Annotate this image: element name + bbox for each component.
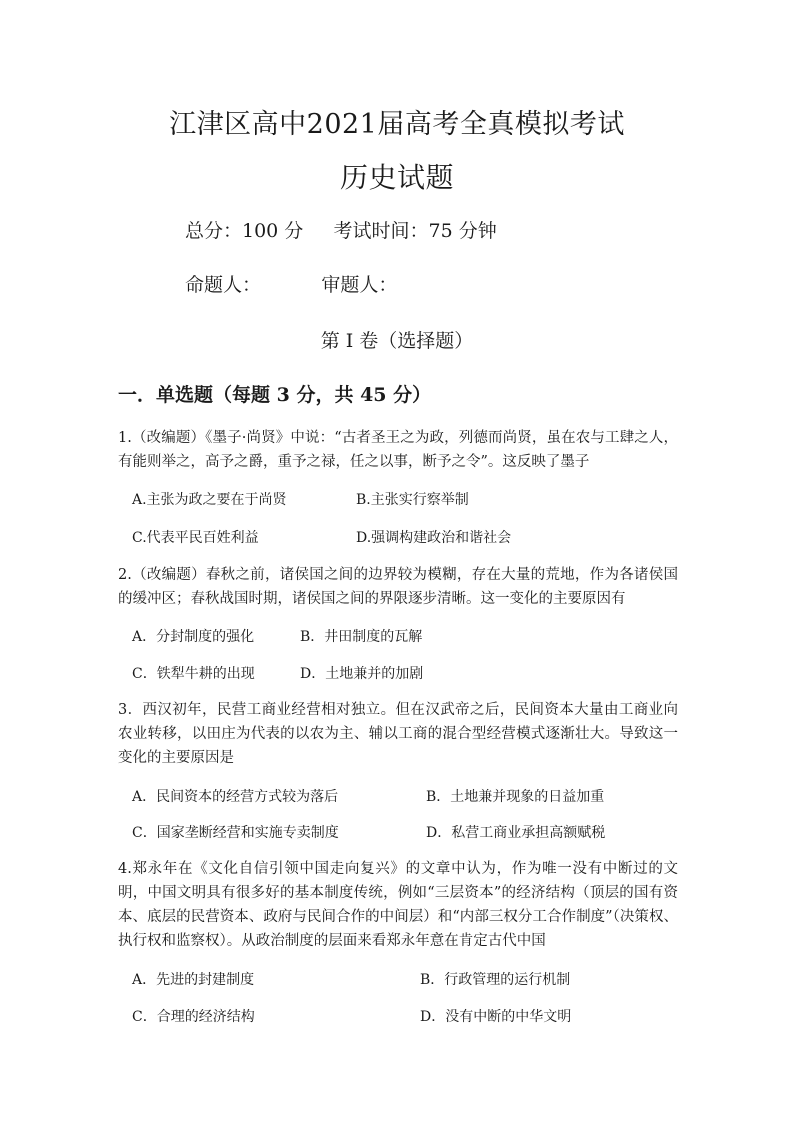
question-4-option-c[interactable]: C．合理的经济结构 bbox=[132, 1009, 255, 1025]
question-4-option-b[interactable]: B．行政管理的运行机制 bbox=[420, 972, 571, 988]
exam-title: 江津区高中2021届高考全真模拟考试 bbox=[169, 109, 625, 140]
question-2-option-a[interactable]: A．分封制度的强化 bbox=[132, 629, 255, 645]
question-3-option-c[interactable]: C．国家垄断经营和实施专卖制度 bbox=[132, 825, 339, 841]
question-4-option-d[interactable]: D．没有中断的中华文明 bbox=[420, 1009, 572, 1025]
question-4-stem: 4.郑永年在《文化自信引领中国走向复兴》的文章中认为，作为唯一没有中断过的文明，中国文明具有很多好的基本制度传统，例如“三层资本”的经济结构（顶层的国有资本、底层的民营资本、政府与民间合作的中间层）和“内部三权分工合作制度”（决策权、执行权和监察权）。从政治制度的层面来看郑永年意在肯定古代中国 bbox=[118, 861, 678, 949]
volume-heading: 第 I 卷（选择题） bbox=[320, 330, 474, 352]
question-2-option-d[interactable]: D．土地兼并的加剧 bbox=[300, 666, 424, 682]
question-3-option-b[interactable]: B．土地兼并现象的日益加重 bbox=[426, 789, 605, 805]
section-heading: 一．单选题（每题 3 分，共 45 分） bbox=[118, 384, 432, 406]
question-2-stem: 2.（改编题）春秋之前，诸侯国之间的边界较为模糊，存在大量的荒地，作为各诸侯国的缓冲区；春秋战国时期，诸侯国之间的界限逐步清晰。这一变化的主要原因有 bbox=[118, 567, 678, 607]
question-2-option-b[interactable]: B．井田制度的瓦解 bbox=[300, 629, 423, 645]
authors-line: 命题人： 审题人： bbox=[185, 274, 398, 296]
question-1-stem: 1.（改编题）《墨子·尚贤》中说：“古者圣王之为政，列德而尚贤，虽在农与工肆之人，有能则举之，高予之爵，重予之禄，任之以事，断予之令”。这反映了墨子 bbox=[118, 430, 678, 470]
question-3-stem: 3．西汉初年，民营工商业经营相对独立。但在汉武帝之后，民间资本大量由工商业向农业转移，以田庄为代表的以农为主、辅以工商的混合型经营模式逐渐壮大。导致这一变化的主要原因是 bbox=[118, 702, 678, 766]
question-3-option-d[interactable]: D．私营工商业承担高额赋税 bbox=[426, 825, 606, 841]
question-1-option-a[interactable]: A.主张为政之要在于尚贤 bbox=[132, 492, 287, 508]
question-2-option-c[interactable]: C．铁犁牛耕的出现 bbox=[132, 666, 255, 682]
question-3-option-a[interactable]: A．民间资本的经营方式较为落后 bbox=[132, 789, 339, 805]
question-1-option-c[interactable]: C.代表平民百姓利益 bbox=[132, 530, 259, 546]
question-4-option-a[interactable]: A．先进的封建制度 bbox=[132, 972, 255, 988]
score-time-line: 总分：100 分 考试时间：75 分钟 bbox=[185, 220, 497, 242]
question-1-option-b[interactable]: B.主张实行察举制 bbox=[356, 492, 469, 508]
question-1-option-d[interactable]: D.强调构建政治和谐社会 bbox=[356, 530, 512, 546]
subject-title: 历史试题 bbox=[339, 161, 454, 194]
